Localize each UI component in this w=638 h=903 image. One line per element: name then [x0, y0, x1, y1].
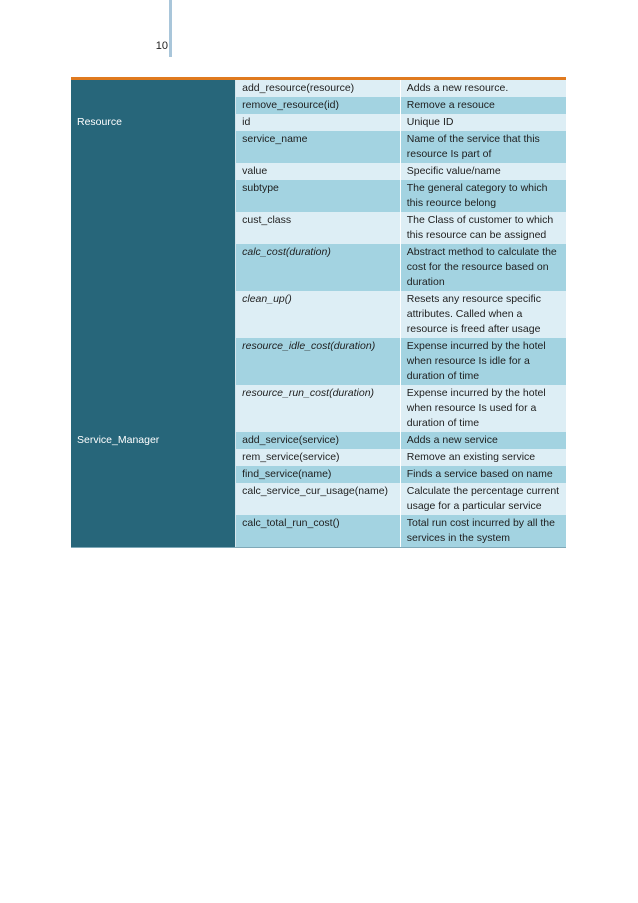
description-cell: Expense incurred by the hotel when resource Is used for a duration of time: [400, 385, 566, 432]
description-cell: Abstract method to calculate the cost for the resource based on duration: [400, 244, 566, 291]
class-name-cell: Service_Manager: [71, 432, 236, 449]
member-cell: add_service(service): [236, 432, 401, 449]
member-cell: remove_resource(id): [236, 97, 401, 114]
table-row: [71, 180, 566, 212]
table-row: [71, 466, 566, 483]
class-name-cell: [71, 131, 236, 163]
description-cell: Calculate the percentage current usage for a particular service: [400, 483, 566, 515]
member-cell: service_name: [236, 131, 401, 163]
table-row: [71, 163, 566, 180]
description-cell: Finds a service based on name: [400, 466, 566, 483]
description-cell: Expense incurred by the hotel when resource Is idle for a duration of time: [400, 338, 566, 385]
class-name-cell: [71, 515, 236, 548]
class-name-cell: [71, 180, 236, 212]
class-name-cell: [71, 244, 236, 291]
table-row: [71, 244, 566, 291]
member-cell: find_service(name): [236, 466, 401, 483]
class-name-cell: [71, 338, 236, 385]
member-cell: calc_service_cur_usage(name): [236, 483, 401, 515]
class-name-cell: [71, 385, 236, 432]
description-cell: Remove a resouce: [400, 97, 566, 114]
class-name-cell: [71, 483, 236, 515]
table-row: [71, 97, 566, 114]
member-cell: clean_up(): [236, 291, 401, 338]
member-cell: add_resource(resource): [236, 79, 401, 98]
table-row: [71, 483, 566, 515]
class-name-cell: [71, 449, 236, 466]
member-cell: id: [236, 114, 401, 131]
header-rule: [169, 0, 172, 57]
description-cell: Adds a new resource.: [400, 79, 566, 98]
description-cell: Remove an existing service: [400, 449, 566, 466]
description-cell: Adds a new service: [400, 432, 566, 449]
table-row: [71, 79, 566, 98]
table-row: [71, 291, 566, 338]
member-cell: value: [236, 163, 401, 180]
table-row: [71, 432, 566, 449]
description-cell: Resets any resource specific attributes. Called when a resource is freed after usage: [400, 291, 566, 338]
page-number: 10: [155, 40, 168, 52]
class-name-cell: [71, 97, 236, 114]
description-cell: Specific value/name: [400, 163, 566, 180]
class-name-cell: [71, 466, 236, 483]
class-name-cell: Resource: [71, 114, 236, 131]
class-name-cell: [71, 163, 236, 180]
member-cell: subtype: [236, 180, 401, 212]
table-row: [71, 338, 566, 385]
table-row: [71, 385, 566, 432]
description-cell: Name of the service that this resource Is part of: [400, 131, 566, 163]
table-row: [71, 449, 566, 466]
member-cell: resource_run_cost(duration): [236, 385, 401, 432]
table-row: [71, 131, 566, 163]
member-cell: cust_class: [236, 212, 401, 244]
class-name-cell: [71, 79, 236, 98]
table-row: [71, 515, 566, 548]
description-cell: The Class of customer to which this resource can be assigned: [400, 212, 566, 244]
member-cell: rem_service(service): [236, 449, 401, 466]
description-cell: The general category to which this reource belong: [400, 180, 566, 212]
member-cell: calc_total_run_cost(): [236, 515, 401, 548]
description-cell: Unique ID: [400, 114, 566, 131]
class-name-cell: [71, 291, 236, 338]
class-name-cell: [71, 212, 236, 244]
class-members-table: [71, 77, 566, 548]
description-cell: Total run cost incurred by all the services in the system: [400, 515, 566, 548]
table-row: [71, 212, 566, 244]
table-row: [71, 114, 566, 131]
member-cell: calc_cost(duration): [236, 244, 401, 291]
member-cell: resource_idle_cost(duration): [236, 338, 401, 385]
